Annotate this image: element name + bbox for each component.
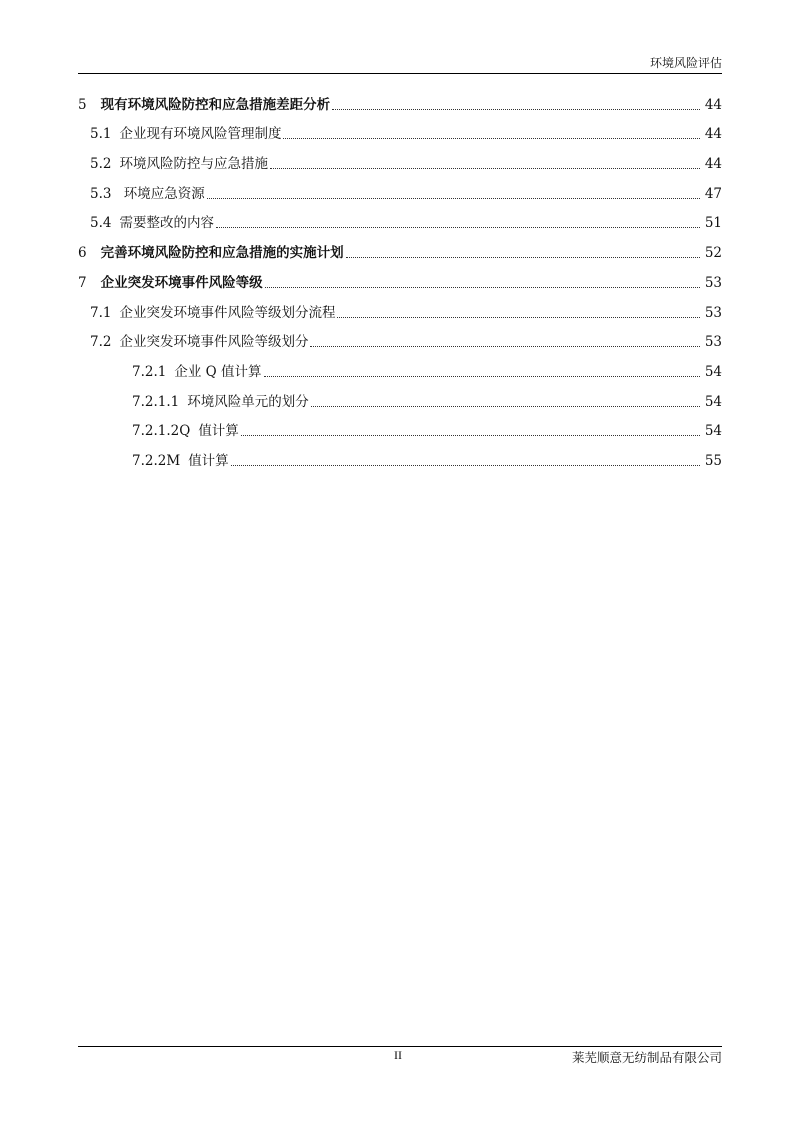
header-rule bbox=[78, 73, 722, 74]
toc-entry-page: 55 bbox=[704, 452, 722, 469]
toc-entry-page: 53 bbox=[704, 304, 722, 321]
toc-entry-title: 需要整改的内容 bbox=[119, 215, 214, 232]
toc-entry-page: 53 bbox=[704, 334, 722, 351]
toc-entry-label bbox=[132, 363, 262, 381]
toc-entry-number: 7.2.1.1 bbox=[132, 393, 180, 410]
toc-entry[interactable] bbox=[78, 322, 722, 352]
toc-entry-label bbox=[132, 452, 229, 470]
toc-entry-page: 47 bbox=[704, 185, 722, 202]
toc-dot-leader bbox=[311, 406, 700, 407]
toc-entry-label bbox=[90, 125, 281, 143]
toc-entry[interactable] bbox=[78, 440, 722, 470]
toc-entry-page: 54 bbox=[704, 363, 722, 380]
toc-entry-title: 企业 Q 值计算 bbox=[174, 363, 262, 380]
toc-entry-title: 环境应急资源 bbox=[123, 185, 205, 202]
toc-entry[interactable] bbox=[78, 143, 722, 173]
toc-entry[interactable] bbox=[78, 262, 722, 292]
toc-entry-number: 6 bbox=[78, 245, 87, 262]
toc-entry-page: 54 bbox=[704, 423, 722, 440]
toc-entry[interactable] bbox=[78, 351, 722, 381]
toc-entry-number: 7.1 bbox=[90, 304, 112, 321]
toc-entry-title: 企业突发环境事件风险等级 bbox=[100, 274, 263, 291]
toc-entry-number: 7.2 bbox=[90, 334, 112, 351]
toc-entry-label bbox=[90, 155, 268, 173]
footer-page-number: II bbox=[394, 1048, 402, 1062]
toc-dot-leader bbox=[310, 346, 700, 347]
toc-entry-title: 企业突发环境事件风险等级划分流程 bbox=[119, 304, 336, 321]
toc-entry-title: 完善环境风险防控和应急措施的实施计划 bbox=[100, 245, 344, 262]
toc-entry[interactable] bbox=[78, 292, 722, 322]
toc-entry-title: 值计算 bbox=[198, 423, 239, 440]
toc-entry-page: 53 bbox=[704, 274, 722, 291]
toc-entry-title: 企业突发环境事件风险等级划分 bbox=[119, 334, 309, 351]
toc-entry[interactable] bbox=[78, 203, 722, 233]
toc-entry-title: 值计算 bbox=[188, 452, 229, 469]
toc-entry-label bbox=[132, 393, 309, 411]
toc-entry-title: 企业现有环境风险管理制度 bbox=[119, 126, 282, 143]
toc-entry-page: 44 bbox=[704, 96, 722, 113]
toc-dot-leader bbox=[270, 168, 700, 169]
toc-dot-leader bbox=[241, 435, 700, 436]
toc-entry[interactable] bbox=[78, 173, 722, 203]
toc-entry-page: 52 bbox=[704, 245, 722, 262]
toc-dot-leader bbox=[265, 287, 700, 288]
toc-entry-number: 7.2.1 bbox=[132, 363, 167, 380]
toc-entry-number: 5.4 bbox=[90, 215, 112, 232]
toc-entry-number: 7.2.1.2Q bbox=[132, 423, 191, 440]
toc-entry-page: 44 bbox=[704, 126, 722, 143]
toc-entry[interactable] bbox=[78, 114, 722, 144]
toc-dot-leader bbox=[283, 138, 700, 139]
toc-entry[interactable] bbox=[78, 232, 722, 262]
toc-entry[interactable] bbox=[78, 381, 722, 411]
toc-entry-title: 环境风险单元的划分 bbox=[187, 393, 309, 410]
toc-entry-title: 环境风险防控与应急措施 bbox=[119, 156, 268, 173]
toc-dot-leader bbox=[332, 109, 700, 110]
toc-dot-leader bbox=[264, 376, 700, 377]
toc-entry-label bbox=[78, 274, 263, 292]
footer-company-name: 莱芜顺意无纺制品有限公司 bbox=[571, 1050, 722, 1065]
toc-entry-number: 5 bbox=[78, 96, 87, 113]
toc-entry-number: 5.2 bbox=[90, 156, 112, 173]
toc-dot-leader bbox=[216, 227, 700, 228]
toc-entry-number: 5.1 bbox=[90, 126, 112, 143]
toc-dot-leader bbox=[346, 257, 700, 258]
toc-entry-label bbox=[78, 244, 344, 262]
header-title: 环境风险评估 bbox=[649, 56, 722, 70]
footer-rule bbox=[78, 1046, 722, 1047]
toc-entry-number: 7.2.2M bbox=[132, 452, 181, 469]
toc-entry-label bbox=[90, 185, 205, 203]
toc-dot-leader bbox=[231, 465, 700, 466]
toc-entry-title: 现有环境风险防控和应急措施差距分析 bbox=[100, 96, 331, 113]
toc-entry-page: 44 bbox=[704, 156, 722, 173]
toc-entry-page: 54 bbox=[704, 393, 722, 410]
toc-dot-leader bbox=[337, 317, 700, 318]
toc-dot-leader bbox=[207, 198, 700, 199]
table-of-contents bbox=[78, 84, 722, 470]
toc-entry-number: 7 bbox=[78, 274, 87, 291]
toc-entry-label bbox=[90, 214, 214, 232]
toc-entry-label bbox=[90, 304, 335, 322]
toc-entry[interactable] bbox=[78, 84, 722, 114]
toc-entry-label bbox=[132, 422, 239, 440]
toc-entry-label bbox=[90, 333, 308, 351]
toc-entry[interactable] bbox=[78, 411, 722, 441]
toc-entry-label bbox=[78, 96, 330, 114]
toc-entry-page: 51 bbox=[704, 215, 722, 232]
toc-entry-number: 5.3 bbox=[90, 185, 116, 202]
